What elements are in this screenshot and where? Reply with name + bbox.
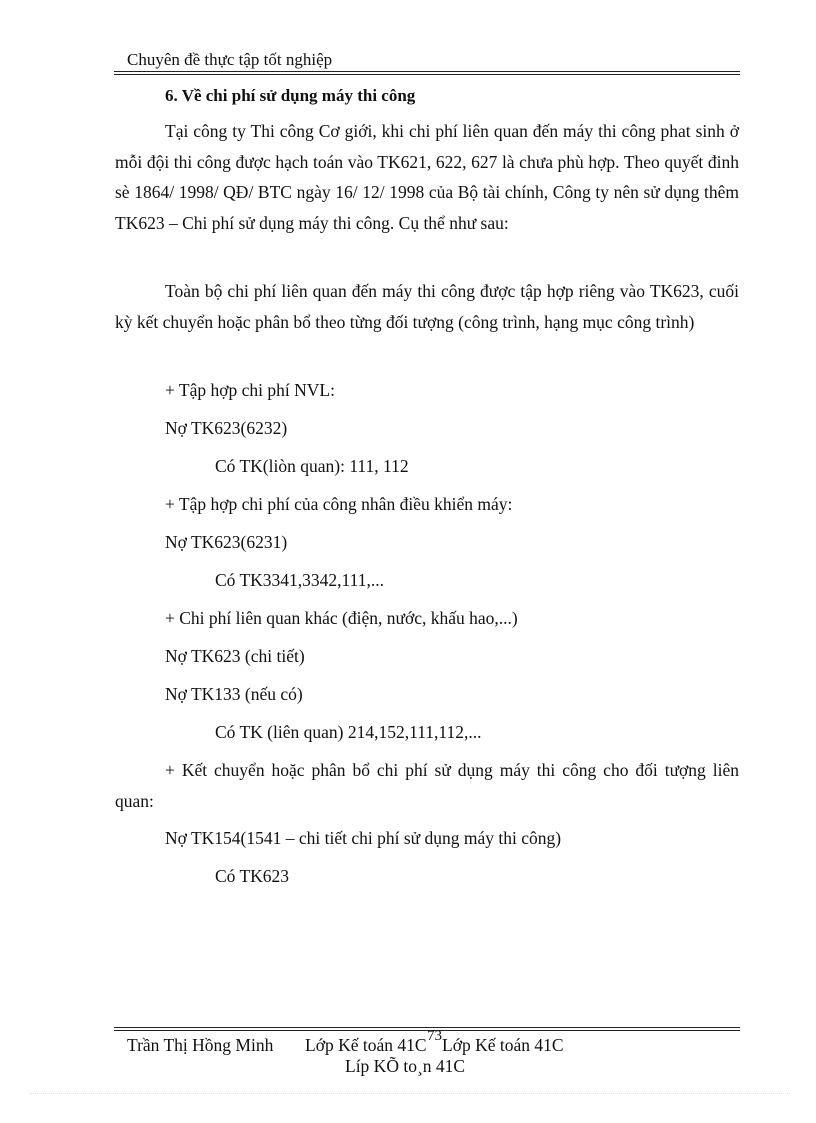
section-heading: 6. Về chi phí sử dụng máy thi công	[165, 86, 416, 105]
body-paragraph: + Kết chuyển hoặc phân bổ chi phí sử dụng máy thi công cho đối tượng liên quan:	[115, 760, 739, 811]
footer-class: Lớp Kế toán 41C	[305, 1035, 427, 1055]
running-header: Chuyên đề thực tập tốt nghiệp	[127, 50, 333, 69]
body-paragraph: Toàn bộ chi phí liên quan đến máy thi công được tập hợp riêng vào TK623, cuối kỳ kết chuyển hoặc phân bổ theo từng đối tượng (công trình, hạng mục công trình)	[115, 281, 739, 332]
header-rule-top	[114, 71, 740, 72]
entry-line: Có TK(liòn quan): 111, 112	[215, 456, 409, 476]
entry-line: Nợ TK623(6231)	[165, 532, 288, 552]
entry-line: Nợ TK154(1541 – chi tiết chi phí sử dụng máy thi công)	[165, 828, 562, 848]
entry-line: + Tập hợp chi phí NVL:	[165, 380, 335, 400]
header-rule-bottom	[114, 74, 740, 75]
entry-line: Có TK623	[215, 866, 290, 886]
footer-author: Trần Thị Hồng Minh	[127, 1035, 274, 1055]
entry-line: Có TK3341,3342,111,...	[215, 570, 385, 590]
page-bottom-divider	[30, 1093, 790, 1094]
entry-line: Nợ TK133 (nếu có)	[165, 684, 303, 704]
entry-line: + Tập hợp chi phí của công nhân điều khiển máy:	[165, 494, 513, 514]
body-paragraph: Tại công ty Thi công Cơ giới, khi chi phí liên quan đến máy thi công phat sinh ở mỗi đội thi công được hạch toán vào TK621, 622, 627 là chưa phù hợp. Theo quyết đinh sè 1864/ 1998/ QĐ/ BTC ngày 16/ 12/ 1998 của Bộ tài chính, Công ty nên sử dụng thêm TK623 – Chi phí sử dụng máy thi công. Cụ thể như sau:	[115, 121, 739, 233]
footer-garbled-line: Líp KÕ to¸n 41C	[345, 1056, 466, 1076]
page-number: 73	[427, 1028, 442, 1044]
footer-class-repeat: Lớp Kế toán 41C	[442, 1035, 564, 1055]
entry-line: Nợ TK623 (chi tiết)	[165, 646, 305, 666]
entry-line: + Chi phí liên quan khác (điện, nước, khấu hao,...)	[165, 608, 518, 628]
entry-line: Nợ TK623(6232)	[165, 418, 288, 438]
entry-line: Có TK (liên quan) 214,152,111,112,...	[215, 722, 482, 742]
